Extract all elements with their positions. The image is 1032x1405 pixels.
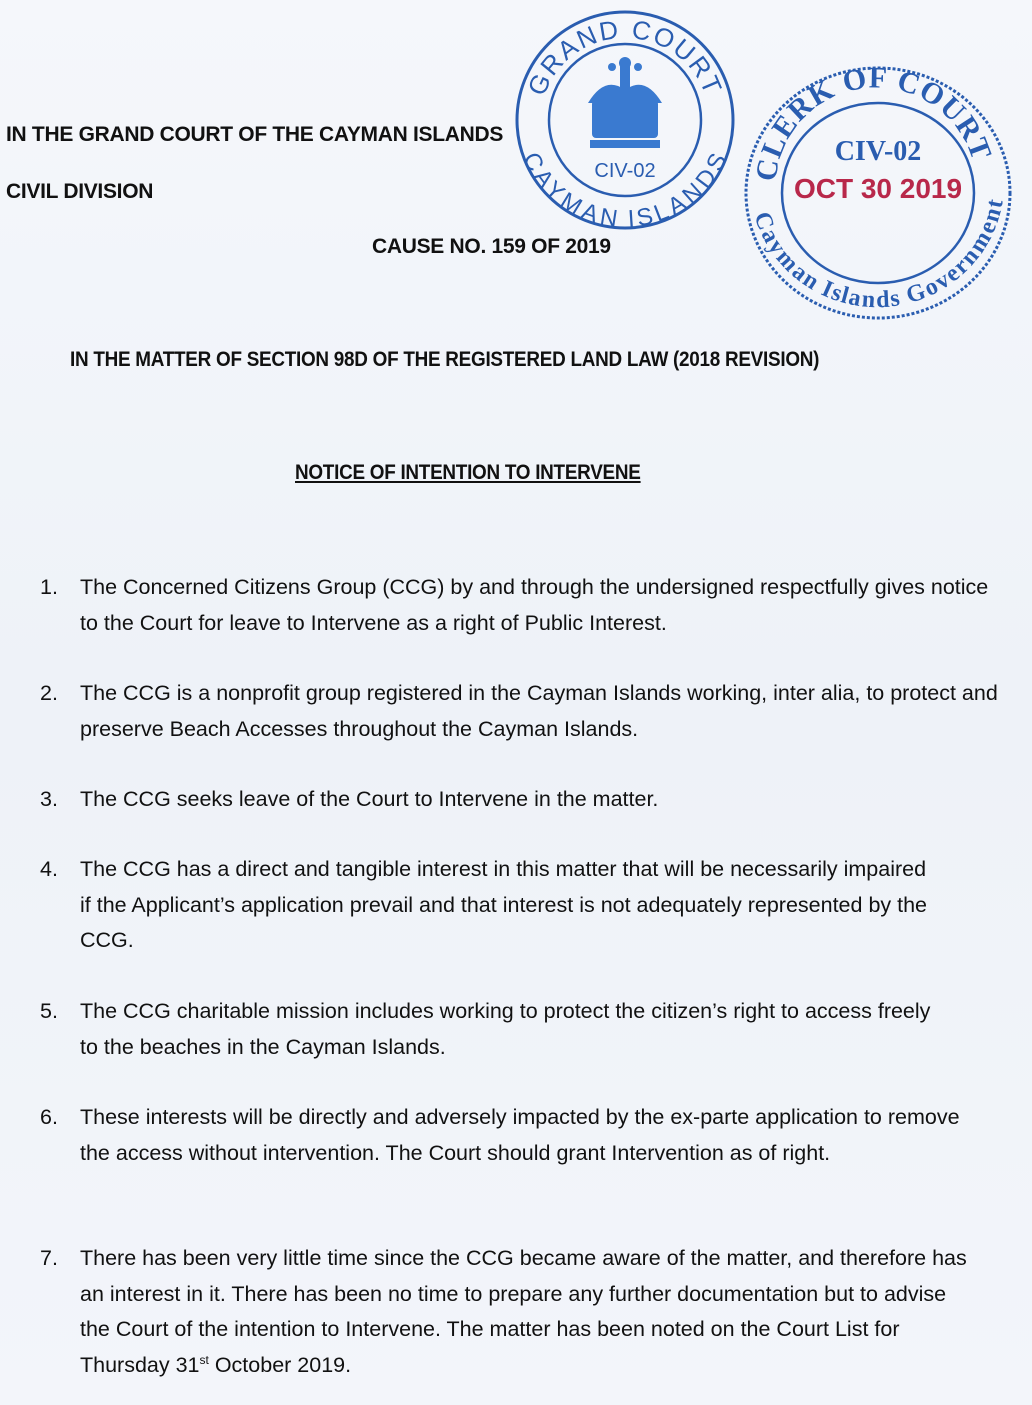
paragraph-text — [80, 1241, 970, 1383]
paragraph-number: 1. — [40, 575, 58, 599]
cause-number: CAUSE NO. 159 OF 2019 — [372, 235, 611, 258]
paragraph-number: 4. — [40, 857, 58, 881]
paragraph-text: The Concerned Citizens Group (CCG) by and through the undersigned respectfully gives notice to the Court for leave to Intervene as a right of Public Interest. — [80, 575, 989, 635]
division-heading: CIVIL DIVISION — [6, 180, 154, 203]
paragraph-text: The CCG charitable mission includes working to protect the citizen’s right to access freely to the beaches in the Cayman Islands. — [80, 999, 931, 1059]
paragraph-text: The CCG is a nonprofit group registered in the Cayman Islands working, inter alia, to protect and preserve Beach Accesses throughout the Cayman Islands. — [80, 681, 998, 741]
paragraph-text: These interests will be directly and adversely impacted by the ex-parte application to remove the access without intervention. The Court should grant Intervention as of right. — [80, 1105, 960, 1165]
clerk-stamp-top-text: CLERK OF COURT — [749, 61, 999, 184]
paragraph-6 — [40, 1100, 970, 1171]
paragraph-number: 3. — [40, 787, 58, 811]
paragraph-text: The CCG seeks leave of the Court to Intervene in the matter. — [80, 787, 659, 811]
paragraph-7 — [40, 1241, 970, 1383]
paragraph-4 — [40, 852, 930, 959]
clerk-stamp-code: CIV-02 — [834, 136, 922, 167]
ordinal-suffix: st — [199, 1352, 209, 1367]
matter-heading: IN THE MATTER OF SECTION 98D OF THE REGISTERED LAND LAW (2018 REVISION) — [70, 348, 820, 371]
document-title: NOTICE OF INTENTION TO INTERVENE — [295, 461, 641, 484]
paragraph-number: 5. — [40, 999, 58, 1023]
paragraph-3 — [40, 782, 658, 818]
paragraph-text-part: There has been very little time since the CCG became aware of the matter, and therefore has an interest in it. There has been no time to prepare any further documentation but to advise the Court of the intention to Intervene. The matter has been noted on the Court List for Thursday 31 — [80, 1246, 967, 1377]
clerk-stamp-date: OCT 30 2019 — [793, 173, 963, 204]
grand-court-stamp — [510, 5, 740, 235]
paragraph-text-part: October 2019. — [208, 1352, 352, 1377]
paragraph-5 — [40, 994, 950, 1065]
court-heading: IN THE GRAND COURT OF THE CAYMAN ISLANDS — [6, 123, 504, 146]
paragraph-number: 6. — [40, 1105, 58, 1129]
paragraph-1 — [40, 570, 1000, 641]
crown-icon — [588, 57, 662, 148]
grand-court-stamp-code: CIV-02 — [594, 160, 656, 182]
paragraph-number: 2. — [40, 681, 58, 705]
clerk-of-court-stamp — [738, 58, 1018, 328]
grand-court-stamp-bottom-text: CAYMAN ISLANDS — [517, 148, 733, 233]
paragraph-text: The CCG has a direct and tangible interest in this matter that will be necessarily impaired if the Applicant’s application prevail and that interest is not adequately represented by the CCG. — [80, 857, 928, 952]
paragraph-number: 7. — [40, 1246, 58, 1270]
grand-court-stamp-top-text: GRAND COURT — [521, 13, 729, 100]
clerk-stamp-bottom-text: Cayman Islands Government — [748, 197, 1009, 314]
paragraph-2 — [40, 676, 1000, 747]
